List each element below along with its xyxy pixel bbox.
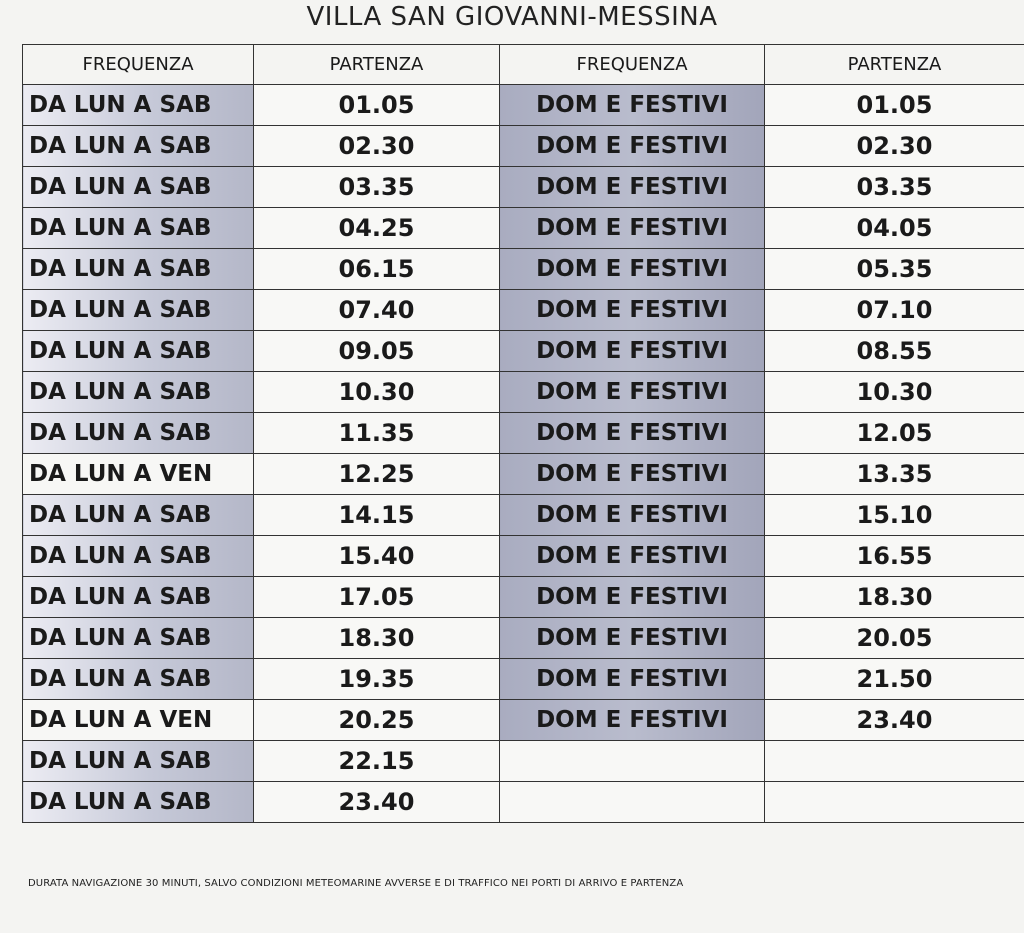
- weekday-departure-cell: 04.25: [254, 208, 500, 249]
- holiday-frequency-cell: DOM E FESTIVI: [500, 208, 765, 249]
- table-row: [23, 741, 1024, 782]
- empty-cell: [765, 782, 1024, 823]
- empty-cell: [765, 741, 1024, 782]
- holiday-departure-cell: 01.05: [765, 85, 1024, 126]
- table-row: [23, 495, 1024, 536]
- holiday-departure-cell: 12.05: [765, 413, 1024, 454]
- header-weekday-departure: PARTENZA: [254, 45, 500, 85]
- holiday-departure-cell: 02.30: [765, 126, 1024, 167]
- table-row: [23, 454, 1024, 495]
- holiday-departure-cell: 16.55: [765, 536, 1024, 577]
- holiday-frequency-cell: DOM E FESTIVI: [500, 577, 765, 618]
- table-row: [23, 577, 1024, 618]
- header-holiday-departure: PARTENZA: [765, 45, 1024, 85]
- table-row: [23, 700, 1024, 741]
- holiday-frequency-cell: DOM E FESTIVI: [500, 331, 765, 372]
- header-holiday-frequency: FREQUENZA: [500, 45, 765, 85]
- holiday-frequency-cell: DOM E FESTIVI: [500, 290, 765, 331]
- weekday-departure-cell: 10.30: [254, 372, 500, 413]
- holiday-frequency-cell: DOM E FESTIVI: [500, 85, 765, 126]
- holiday-departure-cell: 20.05: [765, 618, 1024, 659]
- weekday-departure-cell: 23.40: [254, 782, 500, 823]
- weekday-departure-cell: 07.40: [254, 290, 500, 331]
- empty-cell: [500, 741, 765, 782]
- holiday-departure-cell: 23.40: [765, 700, 1024, 741]
- table-row: [23, 372, 1024, 413]
- table-row: [23, 290, 1024, 331]
- weekday-departure-cell: 17.05: [254, 577, 500, 618]
- schedule-body: [23, 85, 1024, 823]
- weekday-departure-cell: 14.15: [254, 495, 500, 536]
- weekday-frequency-cell: DA LUN A VEN: [23, 454, 254, 495]
- schedule-table: [22, 44, 1024, 823]
- holiday-departure-cell: 21.50: [765, 659, 1024, 700]
- holiday-frequency-cell: DOM E FESTIVI: [500, 659, 765, 700]
- table-row: [23, 208, 1024, 249]
- weekday-departure-cell: 06.15: [254, 249, 500, 290]
- table-row: [23, 659, 1024, 700]
- table-row: [23, 782, 1024, 823]
- holiday-frequency-cell: DOM E FESTIVI: [500, 454, 765, 495]
- holiday-departure-cell: 13.35: [765, 454, 1024, 495]
- table-row: [23, 167, 1024, 208]
- weekday-frequency-cell: DA LUN A SAB: [23, 126, 254, 167]
- weekday-frequency-cell: DA LUN A SAB: [23, 167, 254, 208]
- weekday-frequency-cell: DA LUN A SAB: [23, 249, 254, 290]
- weekday-departure-cell: 09.05: [254, 331, 500, 372]
- header-row: [23, 45, 1024, 85]
- weekday-frequency-cell: DA LUN A SAB: [23, 536, 254, 577]
- weekday-frequency-cell: DA LUN A VEN: [23, 700, 254, 741]
- holiday-departure-cell: 10.30: [765, 372, 1024, 413]
- table-row: [23, 331, 1024, 372]
- weekday-frequency-cell: DA LUN A SAB: [23, 577, 254, 618]
- holiday-frequency-cell: DOM E FESTIVI: [500, 126, 765, 167]
- holiday-departure-cell: 03.35: [765, 167, 1024, 208]
- weekday-frequency-cell: DA LUN A SAB: [23, 331, 254, 372]
- holiday-departure-cell: 05.35: [765, 249, 1024, 290]
- holiday-departure-cell: 18.30: [765, 577, 1024, 618]
- weekday-frequency-cell: DA LUN A SAB: [23, 208, 254, 249]
- holiday-departure-cell: 04.05: [765, 208, 1024, 249]
- weekday-departure-cell: 11.35: [254, 413, 500, 454]
- holiday-frequency-cell: DOM E FESTIVI: [500, 372, 765, 413]
- header-weekday-frequency: FREQUENZA: [23, 45, 254, 85]
- weekday-departure-cell: 18.30: [254, 618, 500, 659]
- footnote: DURATA NAVIGAZIONE 30 MINUTI, SALVO CONDIZIONI METEOMARINE AVVERSE E DI TRAFFICO NEI PORTI DI ARRIVO E PARTENZA: [28, 878, 684, 889]
- weekday-frequency-cell: DA LUN A SAB: [23, 85, 254, 126]
- weekday-departure-cell: 01.05: [254, 85, 500, 126]
- table-row: [23, 413, 1024, 454]
- weekday-departure-cell: 12.25: [254, 454, 500, 495]
- holiday-departure-cell: 07.10: [765, 290, 1024, 331]
- page-title: VILLA SAN GIOVANNI-MESSINA: [306, 2, 718, 32]
- weekday-departure-cell: 15.40: [254, 536, 500, 577]
- weekday-frequency-cell: DA LUN A SAB: [23, 618, 254, 659]
- table-row: [23, 126, 1024, 167]
- weekday-departure-cell: 19.35: [254, 659, 500, 700]
- holiday-departure-cell: 15.10: [765, 495, 1024, 536]
- holiday-frequency-cell: DOM E FESTIVI: [500, 495, 765, 536]
- holiday-frequency-cell: DOM E FESTIVI: [500, 413, 765, 454]
- table-row: [23, 618, 1024, 659]
- weekday-frequency-cell: DA LUN A SAB: [23, 495, 254, 536]
- weekday-frequency-cell: DA LUN A SAB: [23, 372, 254, 413]
- weekday-frequency-cell: DA LUN A SAB: [23, 741, 254, 782]
- weekday-frequency-cell: DA LUN A SAB: [23, 659, 254, 700]
- holiday-frequency-cell: DOM E FESTIVI: [500, 700, 765, 741]
- weekday-departure-cell: 22.15: [254, 741, 500, 782]
- empty-cell: [500, 782, 765, 823]
- weekday-frequency-cell: DA LUN A SAB: [23, 782, 254, 823]
- weekday-departure-cell: 20.25: [254, 700, 500, 741]
- holiday-frequency-cell: DOM E FESTIVI: [500, 536, 765, 577]
- holiday-frequency-cell: DOM E FESTIVI: [500, 167, 765, 208]
- table-row: [23, 536, 1024, 577]
- table-row: [23, 85, 1024, 126]
- weekday-departure-cell: 03.35: [254, 167, 500, 208]
- weekday-frequency-cell: DA LUN A SAB: [23, 290, 254, 331]
- weekday-frequency-cell: DA LUN A SAB: [23, 413, 254, 454]
- table-row: [23, 249, 1024, 290]
- holiday-frequency-cell: DOM E FESTIVI: [500, 618, 765, 659]
- holiday-frequency-cell: DOM E FESTIVI: [500, 249, 765, 290]
- holiday-departure-cell: 08.55: [765, 331, 1024, 372]
- weekday-departure-cell: 02.30: [254, 126, 500, 167]
